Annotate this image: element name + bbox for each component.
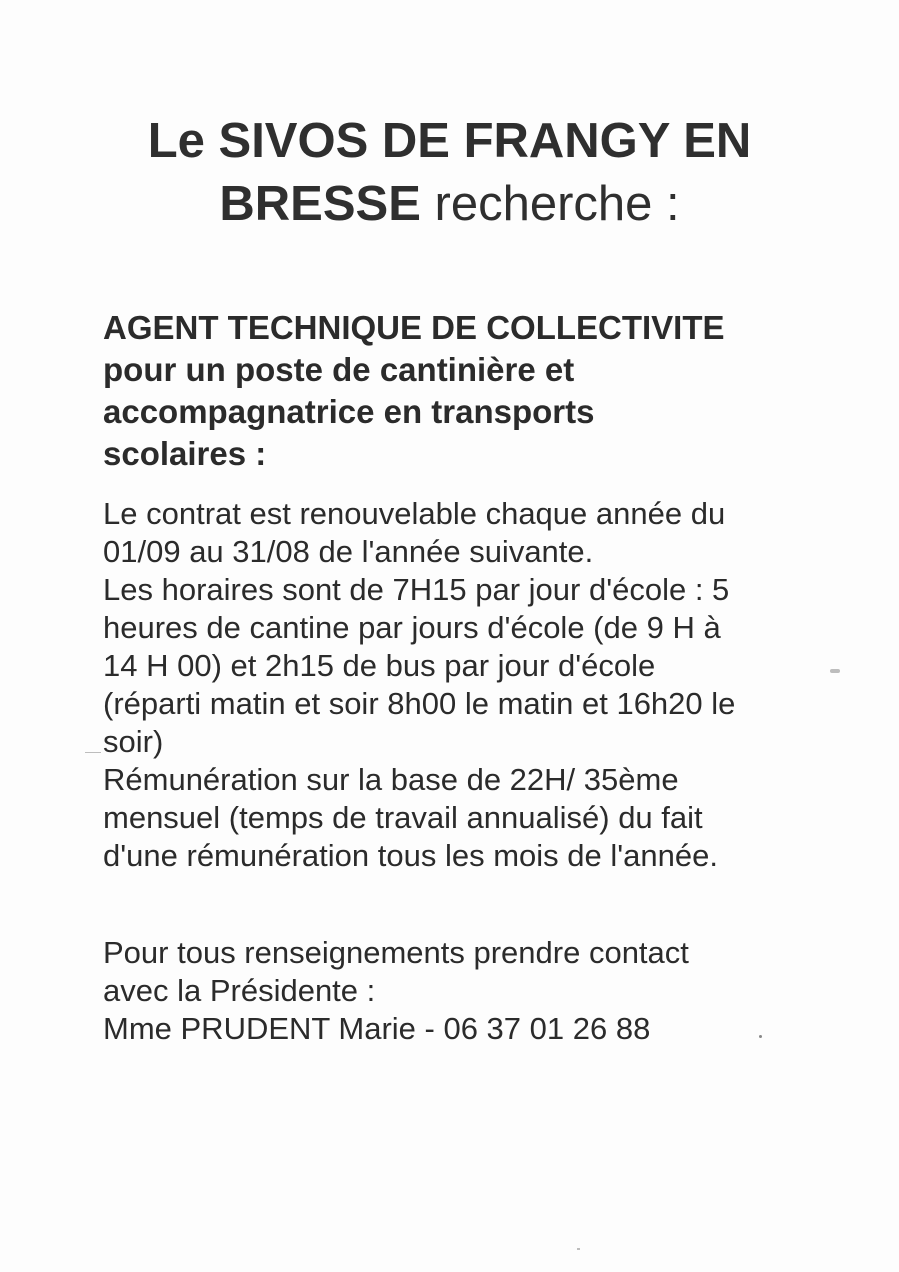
hours-line-3: 14 H 00) et 2h15 de bus par jour d'école	[103, 648, 656, 683]
contract-line-1: Le contrat est renouvelable chaque année du	[103, 496, 726, 531]
job-heading-line-3: accompagnatrice en transports	[103, 393, 595, 430]
page-title	[0, 110, 899, 236]
pay-line-3: d'une rémunération tous les mois de l'année.	[103, 838, 718, 873]
pay-line-1: Rémunération sur la base de 22H/ 35ème	[103, 762, 679, 797]
job-heading	[103, 307, 823, 475]
job-description	[103, 495, 823, 875]
contact-line-2: avec la Présidente :	[103, 973, 376, 1008]
scan-speck	[577, 1248, 580, 1250]
hours-line-5: soir)	[103, 724, 164, 759]
contact-line-3: Mme PRUDENT Marie - 06 37 01 26 88	[103, 1011, 651, 1046]
job-heading-line-1: AGENT TECHNIQUE DE COLLECTIVITE	[103, 309, 725, 346]
job-heading-line-2: pour un poste de cantinière et	[103, 351, 575, 388]
job-heading-line-4: scolaires :	[103, 435, 267, 472]
scan-speck	[830, 669, 840, 673]
title-recherche: recherche :	[420, 177, 680, 231]
contract-line-2: 01/09 au 31/08 de l'année suivante.	[103, 534, 594, 569]
title-line-2	[0, 173, 899, 236]
hours-line-1: Les horaires sont de 7H15 par jour d'école : 5	[103, 572, 730, 607]
contact-block	[103, 934, 823, 1048]
hours-line-4: (réparti matin et soir 8h00 le matin et 16h20 le	[103, 686, 736, 721]
scan-speck	[85, 752, 101, 753]
contact-line-1: Pour tous renseignements prendre contact	[103, 935, 689, 970]
title-line-1: Le SIVOS DE FRANGY EN	[147, 114, 752, 168]
pay-line-2: mensuel (temps de travail annualisé) du fait	[103, 800, 703, 835]
hours-line-2: heures de cantine par jours d'école (de 9 H à	[103, 610, 721, 645]
scan-speck	[759, 1035, 762, 1038]
title-organization-suffix: BRESSE	[219, 177, 421, 231]
